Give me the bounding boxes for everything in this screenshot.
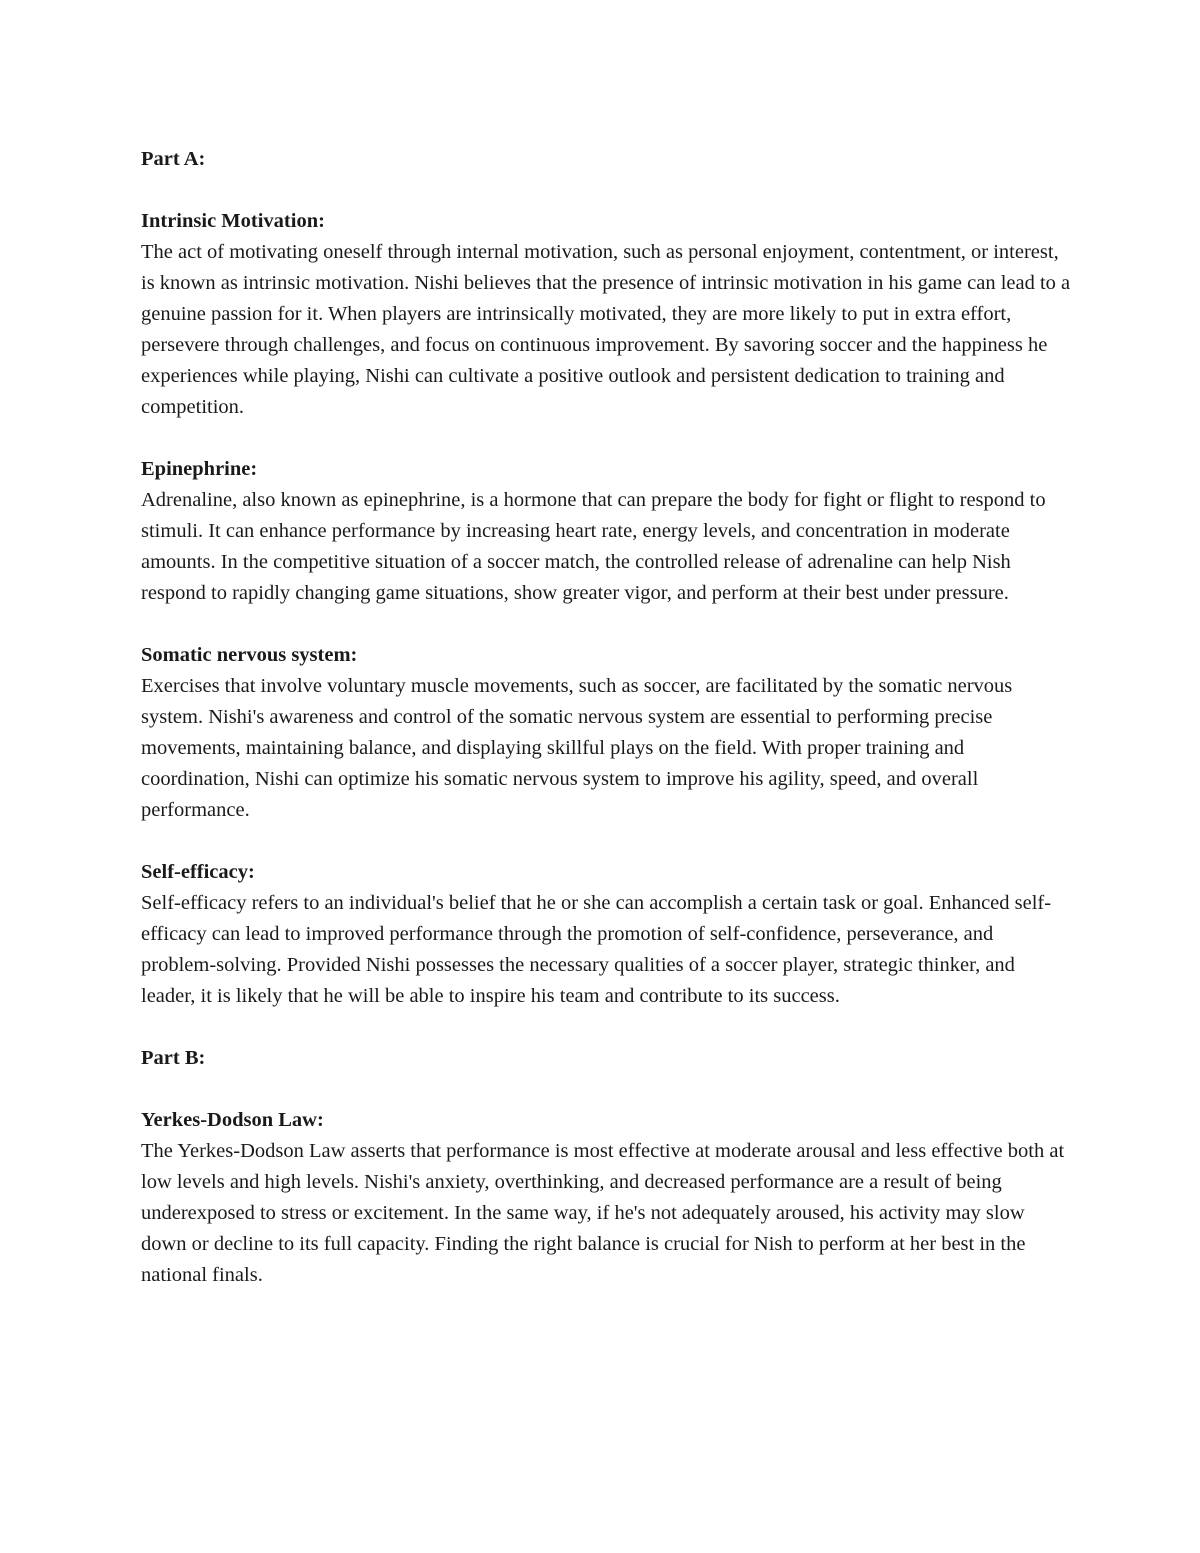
section-body: The Yerkes-Dodson Law asserts that performance is most effective at moderate arousal and less effective both at low levels and high levels. Nishi's anxiety, overthinking, and decreased performance are a result of being underexposed to stress or excitement. In the same way, if he's not adequately aroused, his activity may slow down or decline to its full capacity. Finding the right balance is crucial for Nish to perform at her best in the national finals. bbox=[141, 1140, 1065, 1286]
section-heading: Epinephrine: bbox=[141, 458, 258, 480]
part-a-heading: Part A: bbox=[141, 148, 206, 170]
section-body: Exercises that involve voluntary muscle movements, such as soccer, are facilitated by the somatic nervous system. Nishi's awareness and control of the somatic nervous system are essential to performing precise movements, maintaining balance, and displaying skillful plays on the field. With proper training and coordination, Nishi can optimize his somatic nervous system to improve his agility, speed, and overall performance. bbox=[141, 675, 1013, 821]
part-b-heading: Part B: bbox=[141, 1047, 206, 1069]
section-intrinsic-motivation bbox=[141, 206, 1071, 423]
section-heading: Somatic nervous system: bbox=[141, 644, 358, 666]
section-heading: Yerkes-Dodson Law: bbox=[141, 1109, 324, 1131]
section-body: Self-efficacy refers to an individual's belief that he or she can accomplish a certain task or goal. Enhanced self-efficacy can lead to improved performance through the promotion of self-confidence, perseverance, and problem-solving. Provided Nishi possesses the necessary qualities of a soccer player, strategic thinker, and leader, it is likely that he will be able to inspire his team and contribute to its success. bbox=[141, 892, 1052, 1007]
section-epinephrine bbox=[141, 454, 1071, 609]
section-self-efficacy bbox=[141, 857, 1071, 1012]
section-heading: Intrinsic Motivation: bbox=[141, 210, 325, 232]
document-page bbox=[141, 144, 1071, 1322]
section-body: The act of motivating oneself through internal motivation, such as personal enjoyment, contentment, or interest, is known as intrinsic motivation. Nishi believes that the presence of intrinsic motivation in his game can lead to a genuine passion for it. When players are intrinsically motivated, they are more likely to put in extra effort, persevere through challenges, and focus on continuous improvement. By savoring soccer and the happiness he experiences while playing, Nishi can cultivate a positive outlook and persistent dedication to training and competition. bbox=[141, 241, 1071, 418]
section-somatic-nervous-system bbox=[141, 640, 1071, 826]
section-yerkes-dodson-law bbox=[141, 1105, 1071, 1291]
section-heading: Self-efficacy: bbox=[141, 861, 255, 883]
section-body: Adrenaline, also known as epinephrine, is a hormone that can prepare the body for fight or flight to respond to stimuli. It can enhance performance by increasing heart rate, energy levels, and concentration in moderate amounts. In the competitive situation of a soccer match, the controlled release of adrenaline can help Nish respond to rapidly changing game situations, show greater vigor, and perform at their best under pressure. bbox=[141, 489, 1046, 604]
